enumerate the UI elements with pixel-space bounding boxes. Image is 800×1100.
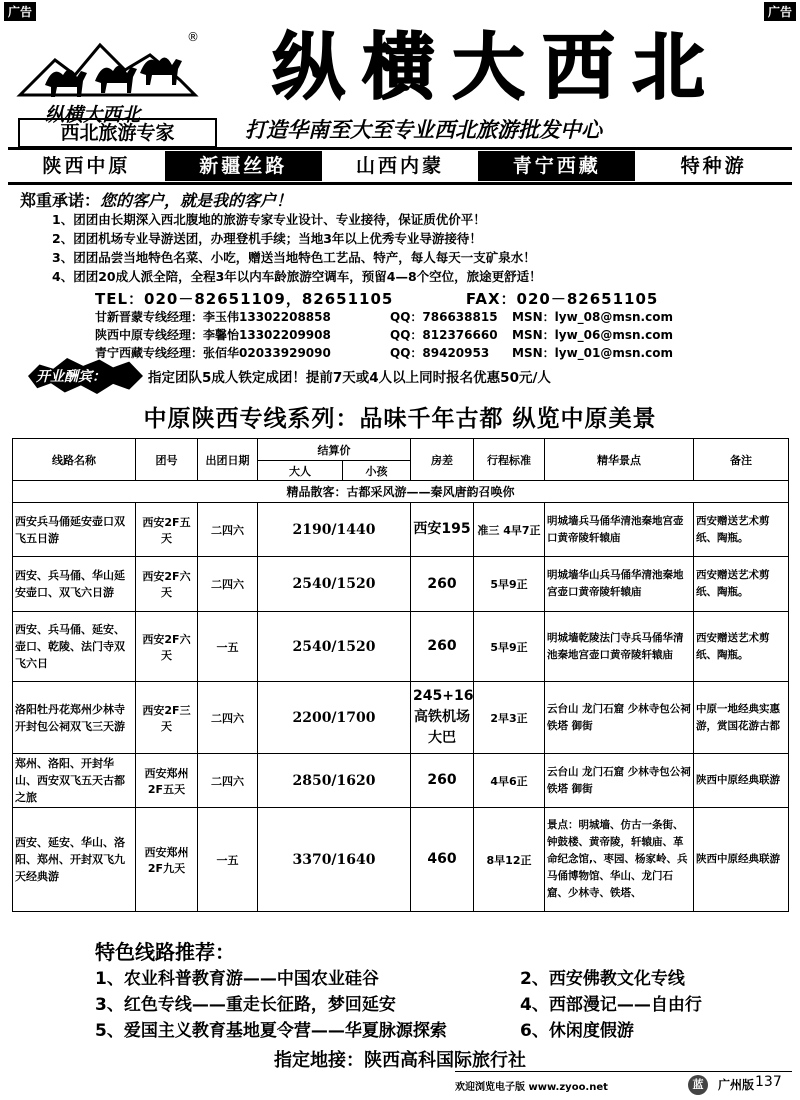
promise-item: 1、团团由长期深入西北腹地的旅游专家专业设计、专业接待，保证质优价平！ bbox=[52, 212, 486, 227]
cell-price: 2540/1520 bbox=[258, 557, 411, 612]
header-route: 线路名称 bbox=[13, 439, 136, 481]
manager-msn: MSN：lyw_06@msn.com bbox=[512, 328, 673, 342]
cell-standard: 5早9正 bbox=[474, 612, 545, 682]
featured-item: 5、爱国主义教育基地夏令营——华夏脉源探索 bbox=[95, 1021, 447, 1041]
category-bar bbox=[8, 151, 792, 181]
featured-item: 6、休闲度假游 bbox=[520, 1021, 634, 1041]
featured-title: 特色线路推荐： bbox=[95, 940, 235, 964]
cell-price: 2850/1620 bbox=[258, 754, 411, 808]
expert-label: 西北旅游专家 bbox=[18, 118, 217, 148]
category-1: 新疆丝路 bbox=[165, 151, 322, 181]
cell-date: 二四六 bbox=[198, 503, 258, 557]
cell-route: 西安、延安、华山、洛阳、郑州、开封双飞九天经典游 bbox=[13, 808, 136, 912]
cell-date: 一五 bbox=[198, 808, 258, 912]
cell-note: 西安赠送艺术剪纸、陶瓶。 bbox=[694, 612, 789, 682]
cell-price: 2540/1520 bbox=[258, 612, 411, 682]
manager-row bbox=[95, 326, 745, 343]
promise-item: 3、团团品尝当地特色名菜、小吃，赠送当地特色工艺品、特产，每人每天一支矿泉水！ bbox=[52, 250, 536, 265]
manager-name: 甘新晋蒙专线经理：李玉伟13302208858 bbox=[95, 310, 331, 324]
fax-number: FAX：020－82651105 bbox=[465, 290, 659, 308]
footer-site: 欢迎浏览电子版 www.zyoo.net bbox=[455, 1082, 608, 1093]
page-number: 137 bbox=[755, 1074, 782, 1090]
cell-route: 洛阳牡丹花郑州少林寺开封包公祠双飞三天游 bbox=[13, 682, 136, 754]
opening-text: 指定团队5成人铁定成团！提前7天或4人以上同时报名优惠50元/人 bbox=[148, 370, 551, 386]
cell-group: 西安2F六天 bbox=[136, 557, 198, 612]
table-row bbox=[13, 682, 789, 754]
cell-route: 西安、兵马俑、华山延安壶口、双飞六日游 bbox=[13, 557, 136, 612]
slogan: 打造华南至大至专业西北旅游批发中心 bbox=[245, 118, 602, 142]
cell-note: 西安赠送艺术剪纸、陶瓶。 bbox=[694, 557, 789, 612]
header-price: 结算价 bbox=[258, 439, 411, 461]
cell-route: 西安兵马俑延安壶口双飞五日游 bbox=[13, 503, 136, 557]
series-title: 中原陕西专线系列：品味千年古都 纵览中原美景 bbox=[143, 406, 657, 432]
featured-item: 1、农业科普教育游——中国农业硅谷 bbox=[95, 969, 379, 989]
route-table bbox=[12, 438, 789, 912]
cell-room: 260 bbox=[411, 612, 474, 682]
table-row bbox=[13, 612, 789, 682]
cell-route: 郑州、洛阳、开封华山、西安双飞五天古都之旅 bbox=[13, 754, 136, 808]
tel-number: TEL：020－82651109，82651105 bbox=[95, 290, 394, 308]
cell-sights: 云台山 龙门石窟 少林寺包公祠 铁塔 御街 bbox=[545, 754, 694, 808]
promise-item: 4、团团20成人派全陪，全程3年以内车龄旅游空调车，预留4—8个空位，旅途更舒适！ bbox=[52, 269, 542, 284]
contact-line bbox=[95, 288, 658, 309]
header-child: 小孩 bbox=[343, 461, 411, 481]
company-logo bbox=[15, 25, 200, 130]
cell-sights: 云台山 龙门石窟 少林寺包公祠 铁塔 御街 bbox=[545, 682, 694, 754]
cell-sights: 明城墙乾陵法门寺兵马俑华清池秦地宫壶口黄帝陵轩辕庙 bbox=[545, 612, 694, 682]
cell-standard: 4早6正 bbox=[474, 754, 545, 808]
cell-group: 西安郑州2F九天 bbox=[136, 808, 198, 912]
cell-group: 西安2F六天 bbox=[136, 612, 198, 682]
cell-group: 西安2F三天 bbox=[136, 682, 198, 754]
promise-heading bbox=[20, 188, 292, 211]
table-row bbox=[13, 808, 789, 912]
footer-rule bbox=[455, 1071, 792, 1072]
promise-item: 2、团团机场专业导游送团，办理登机手续；当地3年以上优秀专业导游接待！ bbox=[52, 231, 482, 246]
divider-top bbox=[8, 147, 792, 150]
footer-badge-icon: 蓝 bbox=[688, 1075, 708, 1095]
ad-label-right: 广告 bbox=[764, 2, 796, 21]
featured-item: 2、西安佛教文化专线 bbox=[520, 969, 685, 989]
promise-heading-label: 郑重承诺： bbox=[20, 191, 101, 210]
cell-note: 西安赠送艺术剪纸、陶瓶。 bbox=[694, 503, 789, 557]
divider-categories bbox=[8, 182, 792, 185]
cell-note: 中原一地经典实惠游，赏国花游古都 bbox=[694, 682, 789, 754]
cell-date: 二四六 bbox=[198, 557, 258, 612]
logo-text: 纵横大西北 bbox=[45, 104, 141, 126]
cell-price: 2190/1440 bbox=[258, 503, 411, 557]
header-adult: 大人 bbox=[258, 461, 343, 481]
cell-route: 西安、兵马俑、延安、壶口、乾陵、法门寺双飞六日 bbox=[13, 612, 136, 682]
table-banner: 精品散客：古都采风游——秦风唐韵召唤你 bbox=[13, 481, 789, 503]
table-row bbox=[13, 503, 789, 557]
cell-standard: 8早12正 bbox=[474, 808, 545, 912]
cell-group: 西安郑州2F五天 bbox=[136, 754, 198, 808]
manager-row bbox=[95, 308, 745, 325]
manager-msn: MSN：lyw_08@msn.com bbox=[512, 310, 673, 324]
cell-standard: 5早9正 bbox=[474, 557, 545, 612]
table-row bbox=[13, 754, 789, 808]
manager-qq: QQ：812376660 bbox=[390, 328, 498, 342]
cell-note: 陕西中原经典联游 bbox=[694, 808, 789, 912]
header-room: 房差 bbox=[411, 439, 474, 481]
cell-room: 460 bbox=[411, 808, 474, 912]
cell-room: 260 bbox=[411, 557, 474, 612]
cell-price: 2200/1700 bbox=[258, 682, 411, 754]
cell-sights: 明城墙兵马俑华清池秦地宫壶口黄帝陵轩辕庙 bbox=[545, 503, 694, 557]
header-standard: 行程标准 bbox=[474, 439, 545, 481]
header-note: 备注 bbox=[694, 439, 789, 481]
footer-edition: 广州版 bbox=[718, 1078, 755, 1092]
ground-agency: 指定地接：陕西高科国际旅行社 bbox=[274, 1050, 526, 1071]
brand-title: 纵横大西北 bbox=[272, 25, 723, 109]
manager-name: 青宁西藏专线经理：张佰华02033929090 bbox=[95, 346, 331, 360]
category-0: 陕西中原 bbox=[42, 155, 131, 177]
category-4: 特种游 bbox=[680, 155, 747, 177]
manager-qq: QQ：786638815 bbox=[390, 310, 498, 324]
promise-list bbox=[52, 210, 772, 286]
manager-row bbox=[95, 344, 745, 361]
header-group: 团号 bbox=[136, 439, 198, 481]
cell-note: 陕西中原经典联游 bbox=[694, 754, 789, 808]
cell-standard: 2早3正 bbox=[474, 682, 545, 754]
promise-tagline: 您的客户，就是我的客户！ bbox=[100, 191, 293, 210]
cell-date: 二四六 bbox=[198, 754, 258, 808]
cell-date: 二四六 bbox=[198, 682, 258, 754]
cell-price: 3370/1640 bbox=[258, 808, 411, 912]
cell-room: 西安195 bbox=[411, 503, 474, 557]
cell-sights: 景点：明城墙、仿古一条街、钟鼓楼、黄帝陵，轩辕庙、革命纪念馆,、枣园、杨家岭、兵马俑博物馆、华山、龙门石窟、少林寺、铁塔、 bbox=[545, 808, 694, 912]
registered-mark: ® bbox=[187, 30, 199, 44]
header-sights: 精华景点 bbox=[545, 439, 694, 481]
cell-room: 245+16高铁机场大巴 bbox=[411, 682, 474, 754]
category-3: 青宁西藏 bbox=[478, 151, 635, 181]
table-row bbox=[13, 557, 789, 612]
cell-standard: 准三 4早7正 bbox=[474, 503, 545, 557]
cell-sights: 明城墙华山兵马俑华清池秦地宫壶口黄帝陵轩辕庙 bbox=[545, 557, 694, 612]
cell-date: 一五 bbox=[198, 612, 258, 682]
manager-qq: QQ：89420953 bbox=[390, 346, 490, 360]
manager-msn: MSN：lyw_01@msn.com bbox=[512, 346, 673, 360]
opening-badge: 开业酬宾： bbox=[36, 369, 106, 385]
header-date: 出团日期 bbox=[198, 439, 258, 481]
ad-label-left: 广告 bbox=[4, 2, 36, 21]
category-2: 山西内蒙 bbox=[355, 155, 444, 177]
cell-group: 西安2F五天 bbox=[136, 503, 198, 557]
featured-item: 4、西部漫记——自由行 bbox=[520, 995, 702, 1015]
cell-room: 260 bbox=[411, 754, 474, 808]
manager-name: 陕西中原专线经理：李馨怡13302209908 bbox=[95, 328, 331, 342]
featured-item: 3、红色专线——重走长征路，梦回延安 bbox=[95, 995, 396, 1015]
